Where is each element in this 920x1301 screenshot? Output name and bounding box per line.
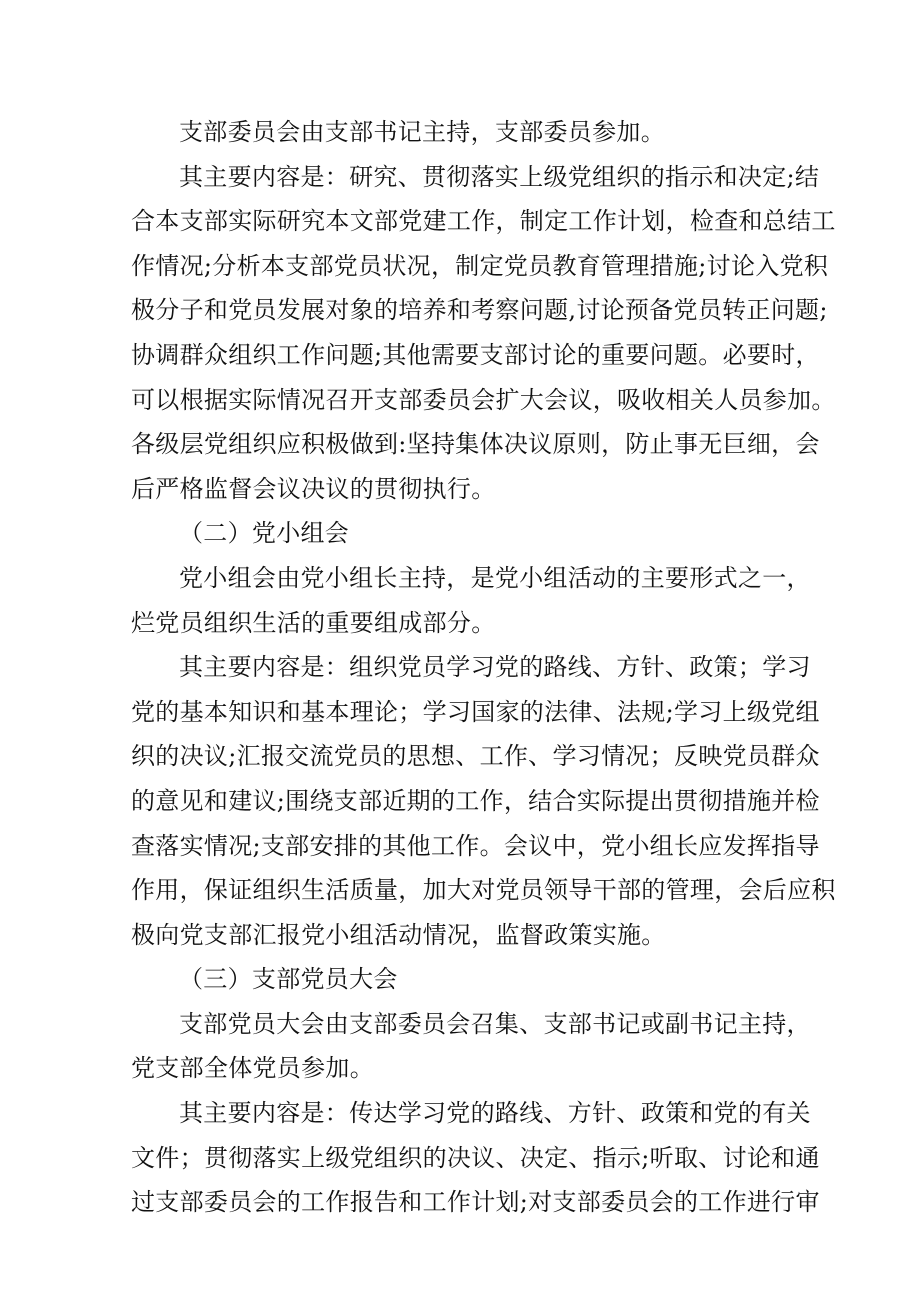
text-line: 协调群众组织工作问题;其他需要支部讨论的重要问题。必要时， bbox=[131, 340, 820, 369]
text-line: 支部党员大会由支部委员会召集、支部书记或副书记主持， bbox=[179, 1009, 811, 1038]
text-line: 后严格监督会议决议的贯彻执行。 bbox=[131, 474, 496, 503]
heading-text: （二）党小组会 bbox=[179, 519, 350, 548]
document-body bbox=[131, 110, 836, 1225]
text-line: 烂党员组织生活的重要组成部分。 bbox=[131, 608, 496, 637]
text-line: 党的基本知识和基本理论；学习国家的法律、法规;学习上级党组 bbox=[131, 697, 820, 726]
text-line: 作用，保证组织生活质量，加大对党员领导干部的管理，会后应积 bbox=[131, 876, 836, 905]
paragraph-members-meeting-intro bbox=[131, 1002, 811, 1091]
paragraph-members-meeting-content bbox=[131, 1091, 820, 1225]
text-line: 织的决议;汇报交流党员的思想、工作、学习情况；反映党员群众 bbox=[131, 742, 820, 771]
text-line: 党支部全体党员参加。 bbox=[131, 1054, 374, 1083]
paragraph-party-group-content bbox=[131, 645, 836, 957]
text-line: 查落实情况;支部安排的其他工作。会议中，党小组长应发挥指导 bbox=[131, 831, 820, 860]
text-line: 其主要内容是：研究、贯彻落实上级党组织的指示和决定;结 bbox=[179, 162, 820, 191]
section-heading-party-group bbox=[131, 511, 811, 556]
text-line: 文件；贯彻落实上级党组织的决议、决定、指示;听取、讨论和通 bbox=[131, 1143, 820, 1172]
text-line: 其主要内容是：组织党员学习党的路线、方针、政策；学习 bbox=[179, 653, 811, 682]
text-line: 作情况;分析本支部党员状况，制定党员教育管理措施;讨论入党积 bbox=[131, 251, 829, 280]
text-line: 党小组会由党小组长主持，是党小组活动的主要形式之一， bbox=[179, 563, 811, 592]
text-line: 极向党支部汇报党小组活动情况，监督政策实施。 bbox=[131, 920, 666, 949]
heading-text: （三）支部党员大会 bbox=[179, 965, 398, 994]
text-line: 极分子和党员发展对象的培养和考察问题,讨论预备党员转正问题; bbox=[131, 296, 828, 325]
paragraph-branch-committee-content bbox=[131, 155, 836, 512]
text-line: 过支部委员会的工作报告和工作计划;对支部委员会的工作进行审 bbox=[131, 1188, 820, 1217]
paragraph-party-group-intro bbox=[131, 556, 811, 645]
text-line: 的意见和建议;围绕支部近期的工作，结合实际提出贯彻措施并检 bbox=[131, 786, 820, 815]
text-line: 支部委员会由支部书记主持，支部委员参加。 bbox=[179, 118, 665, 146]
paragraph-branch-committee-intro bbox=[131, 110, 811, 155]
text-line: 各级层党组织应积极做到:坚持集体决议原则，防止事无巨细，会 bbox=[131, 430, 820, 459]
section-heading-branch-members-meeting bbox=[131, 957, 811, 1002]
text-line: 其主要内容是：传达学习党的路线、方针、政策和党的有关 bbox=[179, 1099, 811, 1128]
text-line: 合本支部实际研究本文部党建工作，制定工作计划，检查和总结工 bbox=[131, 207, 836, 236]
text-line: 可以根据实际情况召开支部委员会扩大会议，吸收相关人员参加。 bbox=[131, 385, 836, 414]
